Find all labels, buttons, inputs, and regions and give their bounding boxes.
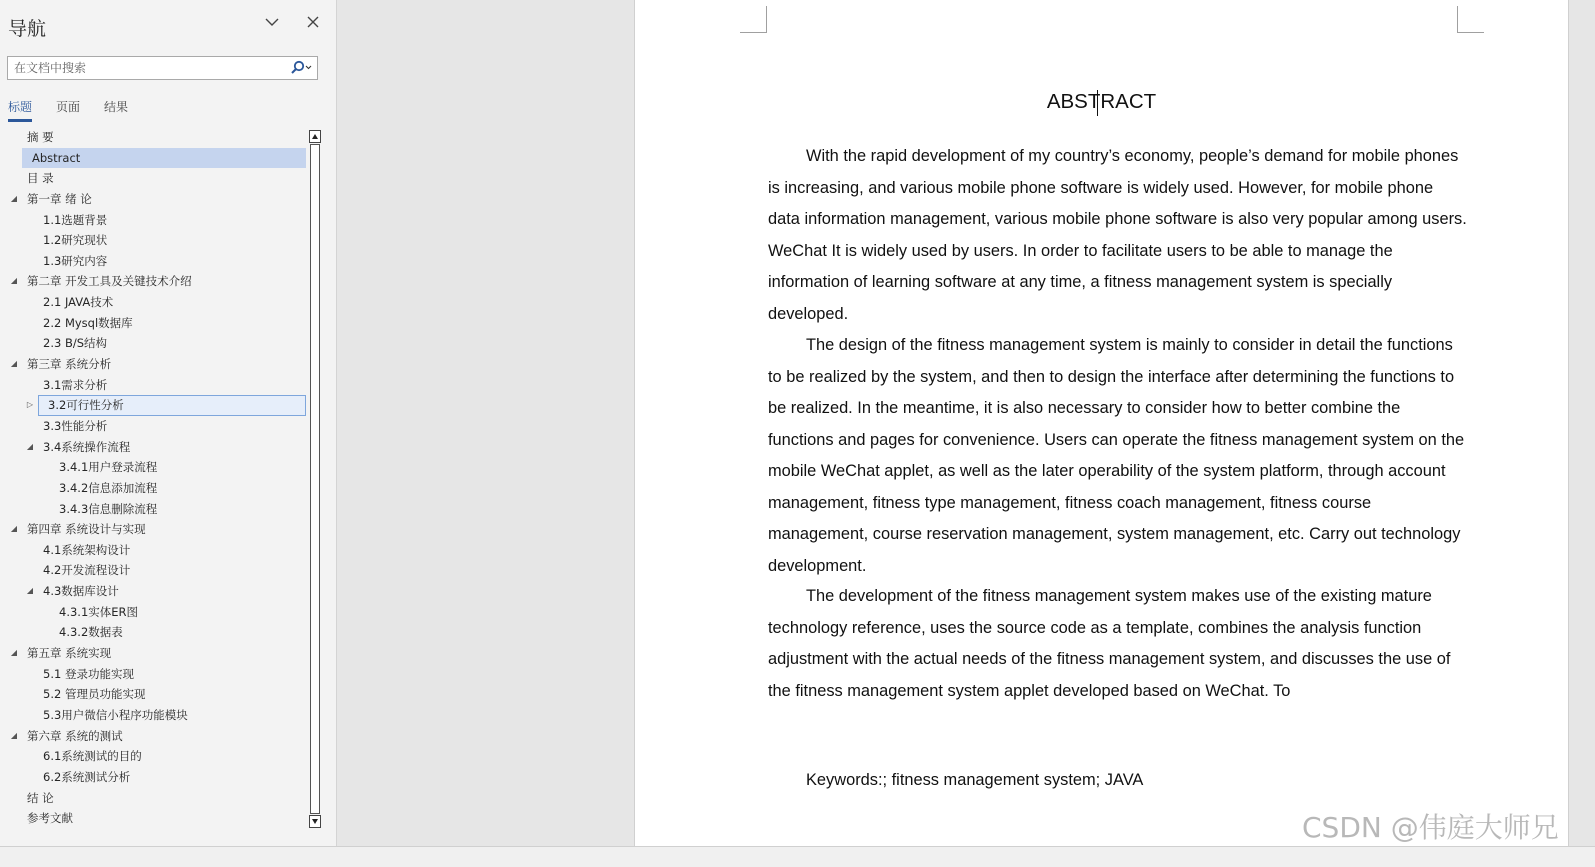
tree-item[interactable] (0, 622, 308, 643)
document-page[interactable] (634, 0, 1569, 846)
tree-item-label: 4.3.2数据表 (59, 625, 123, 640)
tree-item[interactable] (0, 292, 308, 313)
tree-item-label: 5.1 登录功能实现 (43, 666, 134, 681)
abstract-paragraph-2[interactable]: The design of the fitness management system is mainly to consider in detail the functions to be realized by the system, and then to design the interface after determining the functions to be realized. In the meantime, it is also necessary to consider how to better combine the functions and pages for convenience. Users can operate the fitness management system on the mobile WeChat applet, as well as the later operability of the system platform, through account management, fitness type management, fitness coach management, fitness course management, course reservation management, system management, etc. Carry out technology development. (768, 336, 1465, 575)
tree-item[interactable] (0, 705, 308, 726)
tree-item[interactable] (0, 230, 308, 251)
tree-item-label: 3.2可行性分析 (48, 398, 124, 413)
tree-item[interactable] (26, 395, 306, 416)
tree-item[interactable] (0, 189, 308, 210)
tree-item[interactable] (0, 726, 308, 747)
tree-item[interactable] (0, 354, 308, 375)
collapsed-triangle-icon[interactable]: ▷ (26, 400, 34, 410)
search-input[interactable] (8, 57, 284, 79)
tree-item[interactable] (0, 437, 308, 458)
tree-item-label: 1.1选题背景 (43, 212, 108, 227)
tree-item[interactable] (0, 478, 308, 499)
tree-item[interactable] (0, 210, 308, 231)
tree-item-label: 2.1 JAVA技术 (43, 295, 114, 310)
tree-item-label: 1.2研究现状 (43, 233, 108, 248)
close-icon[interactable] (304, 14, 322, 34)
tree-item[interactable] (22, 148, 306, 169)
tree-item-label: 参考文献 (27, 811, 73, 826)
crop-mark-left (740, 6, 767, 33)
tree-item[interactable] (0, 499, 308, 520)
tree-item-label: 5.3用户微信小程序功能模块 (43, 707, 188, 722)
expanded-triangle-icon[interactable]: ◢ (10, 193, 18, 203)
tree-item[interactable] (0, 127, 308, 148)
tree-item[interactable] (0, 519, 308, 540)
tree-item[interactable] (0, 271, 308, 292)
tree-item-label: 第五章 系统实现 (27, 646, 112, 661)
search-icon[interactable] (289, 59, 315, 77)
tree-item[interactable] (0, 560, 308, 581)
tree-item-label: 4.1系统架构设计 (43, 542, 131, 557)
tree-item-label: 4.2开发流程设计 (43, 563, 131, 578)
tree-item[interactable] (0, 664, 308, 685)
tree-item[interactable] (0, 251, 308, 272)
tree-item[interactable] (0, 767, 308, 788)
tab-results[interactable]: 结果 (104, 100, 129, 114)
tree-item[interactable] (0, 333, 308, 354)
tree-item[interactable] (0, 746, 308, 767)
tree-item[interactable] (0, 168, 308, 189)
watermark: CSDN @伟庭大师兄 (1302, 811, 1559, 844)
nav-pane-title: 导航 (8, 18, 47, 40)
tree-item[interactable] (0, 788, 308, 809)
tree-item-label: 摘 要 (27, 130, 54, 144)
tree-item[interactable] (0, 375, 308, 396)
crop-mark-right (1457, 6, 1484, 33)
tree-item-label: 6.1系统测试的目的 (43, 749, 142, 764)
tree-item-label: 4.3.1实体ER图 (59, 604, 139, 619)
tree-item-label: 6.2系统测试分析 (43, 769, 131, 784)
tree-item-label: 3.4.2信息添加流程 (59, 480, 158, 495)
tree-item-label: 4.3数据库设计 (43, 584, 119, 599)
expanded-triangle-icon[interactable]: ◢ (10, 648, 18, 658)
tree-item-label: 结 论 (27, 790, 54, 805)
status-bar (0, 846, 1595, 867)
abstract-heading[interactable]: ABSTRACT (1046, 90, 1157, 113)
tree-item-label: 1.3研究内容 (43, 253, 108, 268)
tab-pages[interactable]: 页面 (56, 100, 81, 114)
tree-item-label: 3.1需求分析 (43, 377, 108, 392)
tree-scrollbar[interactable] (308, 130, 322, 828)
tree-item-label: 第四章 系统设计与实现 (27, 522, 146, 537)
expanded-triangle-icon[interactable]: ◢ (10, 359, 18, 369)
tree-item[interactable] (0, 643, 308, 664)
tree-item[interactable] (0, 684, 308, 705)
abstract-paragraph-1[interactable]: With the rapid development of my country’s economy, people’s demand for mobile phones is increasing, and various mobile phone software is widely used. However, for mobile phone data information management, various mobile phone software is also very popular among users. WeChat It is widely used by users. In order to facilitate users to be able to manage the information of learning software at any time, a fitness management system is specially developed. (768, 147, 1467, 323)
tree-item[interactable] (0, 457, 308, 478)
tree-item-label: 3.3性能分析 (43, 418, 108, 433)
scroll-up-arrow-icon[interactable] (309, 130, 321, 143)
keywords-line[interactable]: Keywords:; fitness management system; JAVA (806, 771, 1144, 789)
tree-item[interactable] (0, 602, 308, 623)
expanded-triangle-icon[interactable]: ◢ (10, 276, 18, 286)
search-field[interactable] (7, 56, 318, 80)
expanded-triangle-icon[interactable]: ◢ (10, 730, 18, 740)
tree-item[interactable] (0, 581, 308, 602)
abstract-paragraph-3[interactable]: The development of the fitness management system makes use of the existing mature technology reference, uses the source code as a template, combines the analysis function adjustment with the actual needs of the fitness management system, and discusses the use of the fitness management system applet developed based on WeChat. To (768, 587, 1451, 700)
chevron-down-icon[interactable] (263, 14, 281, 34)
tree-item-label: Abstract (32, 150, 81, 165)
scroll-thumb[interactable] (310, 144, 320, 814)
tab-headings[interactable]: 标题 (8, 98, 32, 122)
tree-item-label: 3.4.3信息删除流程 (59, 501, 158, 516)
tree-item-label: 3.4.1用户登录流程 (59, 460, 158, 475)
tree-item-label: 第二章 开发工具及关键技术介绍 (27, 274, 192, 289)
heading-tree (0, 127, 308, 832)
tree-item-label: 2.3 B/S结构 (43, 336, 108, 351)
tree-item[interactable] (0, 540, 308, 561)
tree-item-label: 第一章 绪 论 (27, 191, 92, 206)
tree-item[interactable] (0, 808, 308, 829)
tree-item-label: 第六章 系统的测试 (27, 728, 123, 743)
tree-item-label: 目 录 (27, 171, 54, 186)
tree-item-label: 3.4系统操作流程 (43, 439, 131, 454)
navigation-pane (0, 0, 337, 866)
expanded-triangle-icon[interactable]: ◢ (10, 524, 18, 534)
expanded-triangle-icon[interactable]: ◢ (26, 441, 34, 451)
tree-item-label: 5.2 管理员功能实现 (43, 687, 146, 702)
tree-item[interactable] (0, 416, 308, 437)
tree-item[interactable] (0, 313, 308, 334)
expanded-triangle-icon[interactable]: ◢ (26, 586, 34, 596)
tree-item-label: 2.2 Mysql数据库 (43, 315, 133, 330)
scroll-down-arrow-icon[interactable] (309, 815, 321, 828)
tree-item-label: 第三章 系统分析 (27, 357, 112, 372)
